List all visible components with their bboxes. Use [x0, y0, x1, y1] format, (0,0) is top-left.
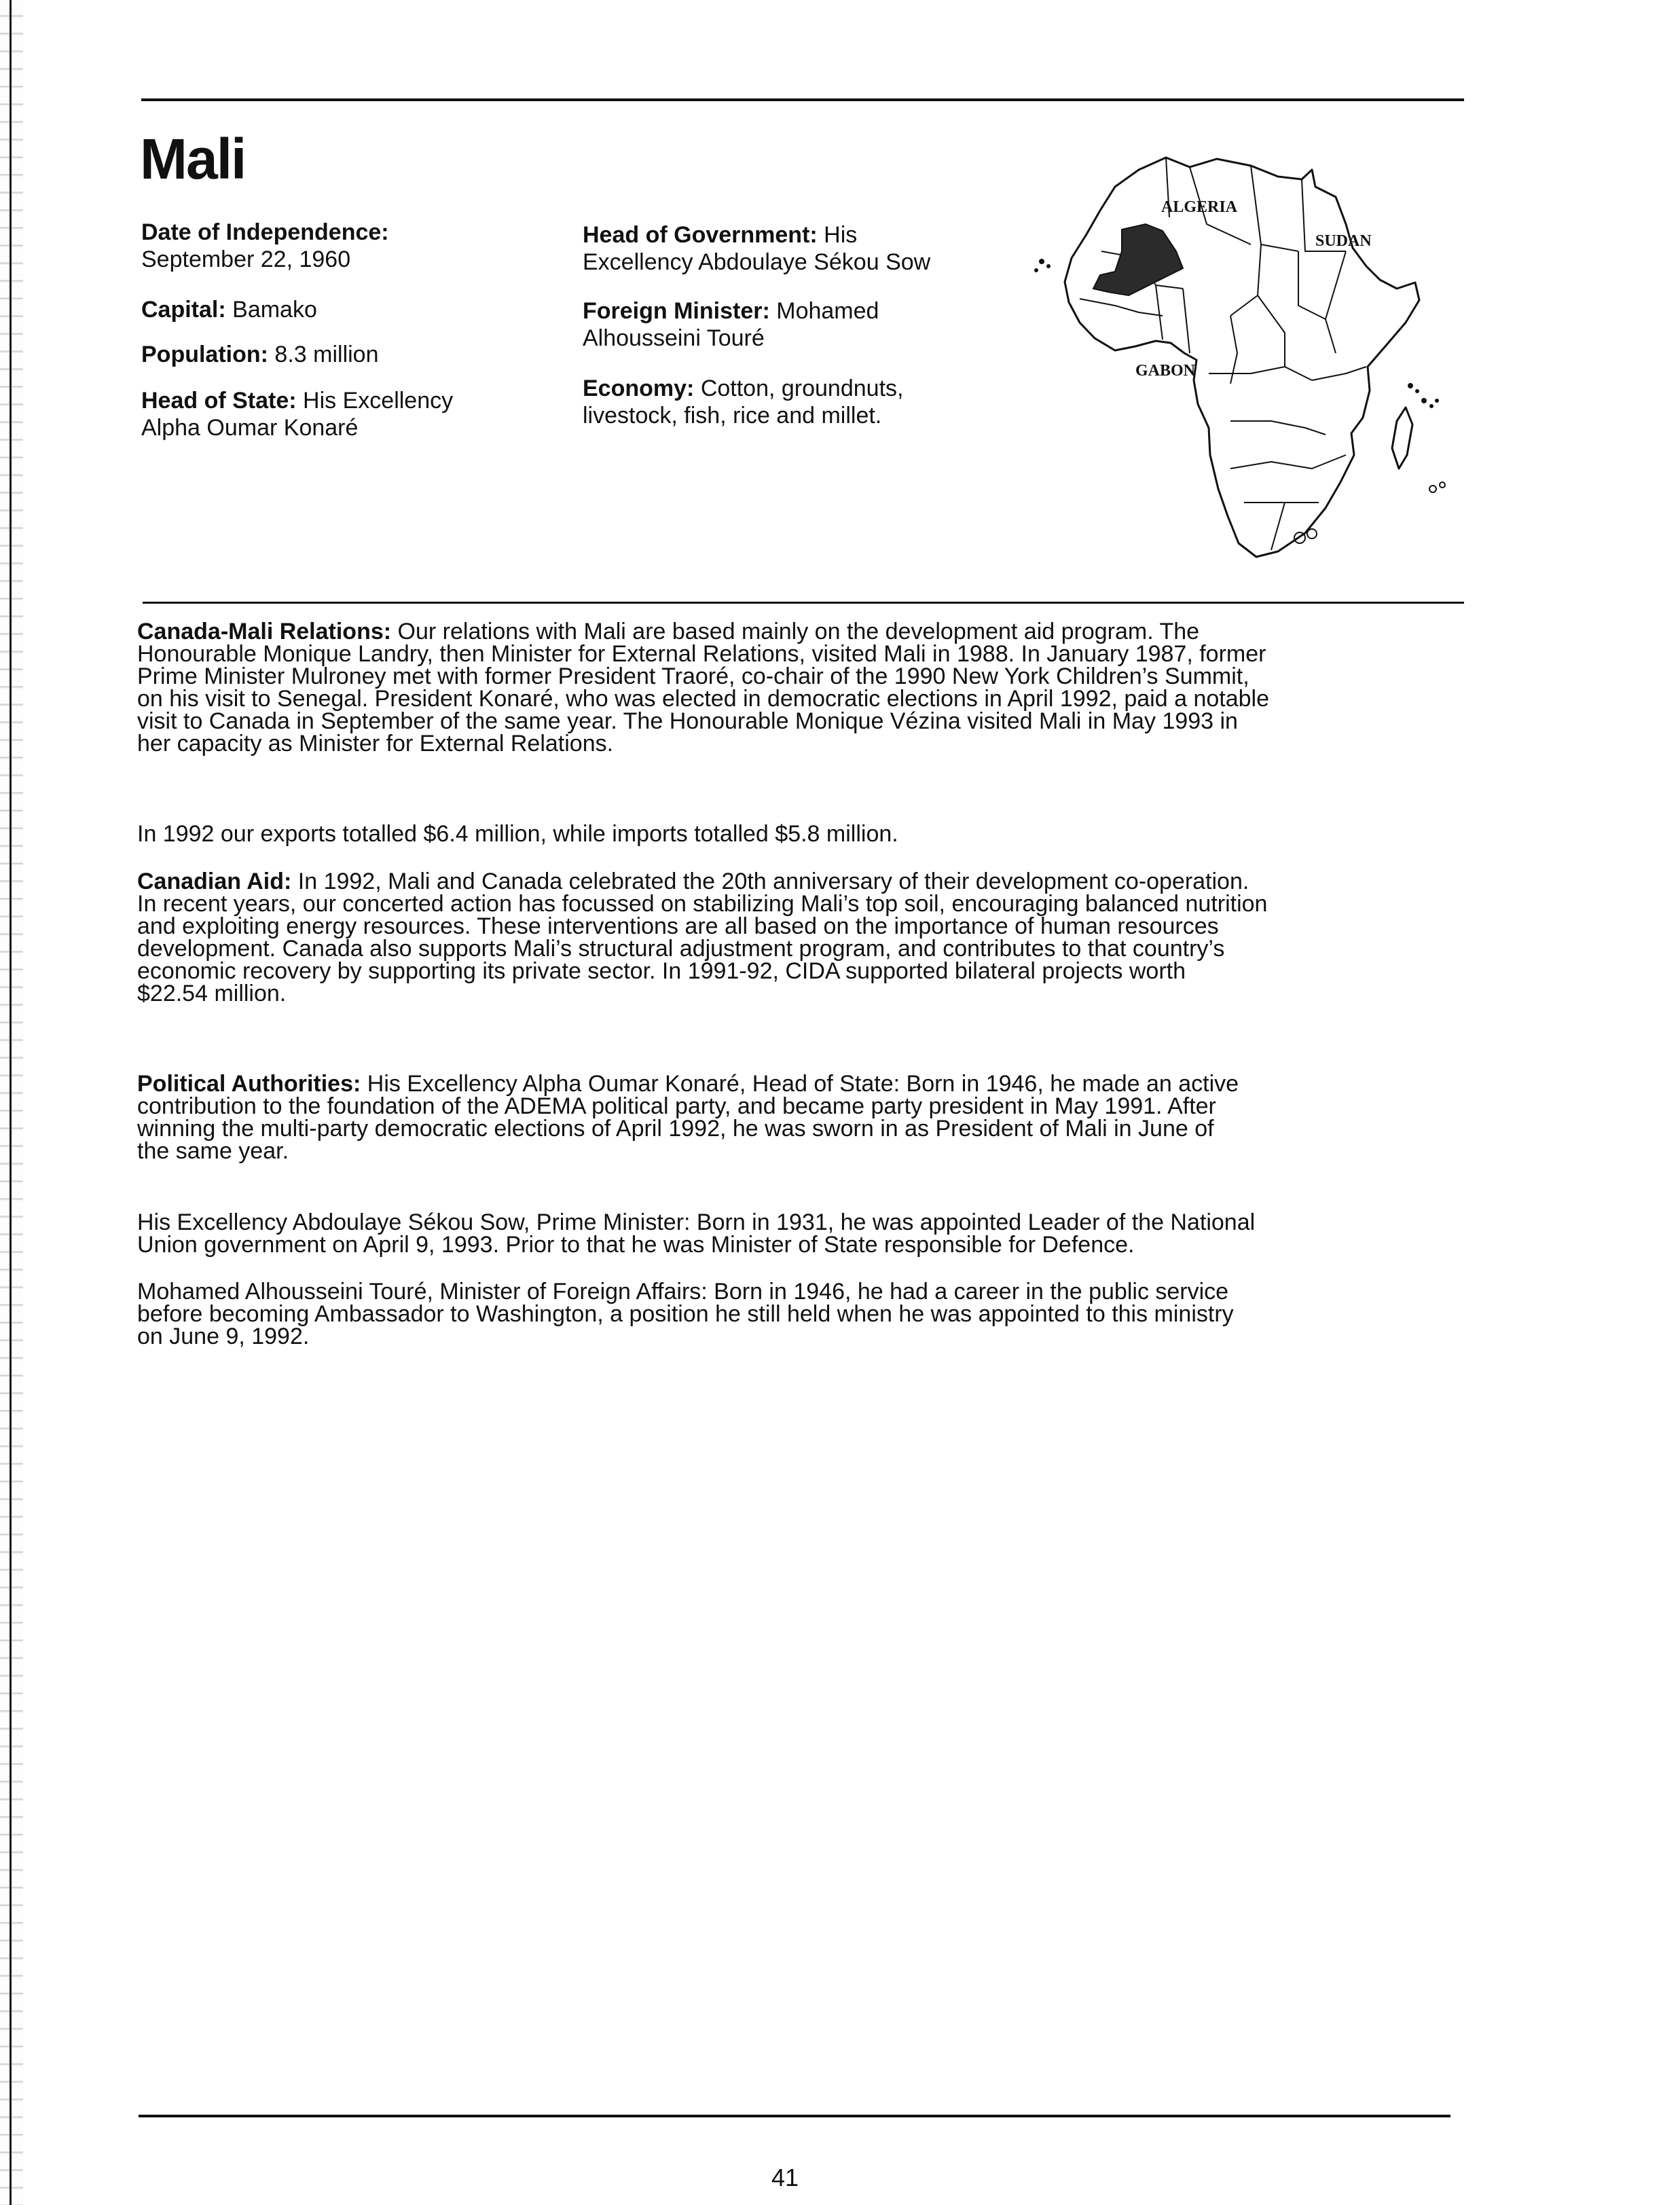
- islands: [1034, 259, 1439, 408]
- fm-line-3: on June 9, 1992.: [137, 1324, 310, 1349]
- fact-economy: [583, 375, 903, 429]
- foreign-minister-label: Foreign Minister:: [583, 298, 770, 324]
- head-of-government-label: Head of Government:: [583, 222, 818, 248]
- aid-line-4: development. Canada also supports Mali’s structural adjustment program, and contributes to that country’s: [137, 936, 1225, 962]
- page-number: 41: [771, 2164, 799, 2191]
- relations-line-1: Our relations with Mali are based mainly on the development aid program. The: [397, 619, 1200, 644]
- border-lines: [1080, 158, 1366, 550]
- aid-line-1: In 1992, Mali and Canada celebrated the 20th anniversary of their development co-operation.: [297, 869, 1249, 894]
- population-value: 8.3 million: [274, 342, 379, 367]
- pm-line-2: Union government on April 9, 1993. Prior to that he was Minister of State responsible for Defence.: [137, 1232, 1135, 1258]
- political-line-1: His Excellency Alpha Oumar Konaré, Head of State: Born in 1946, he made an active: [367, 1071, 1239, 1097]
- label-gabon: GABON: [1135, 362, 1196, 380]
- head-of-state-value-1: His Excellency: [303, 388, 454, 414]
- independence-label: Date of Independence:: [141, 219, 389, 245]
- economy-label: Economy:: [583, 376, 695, 401]
- political-line-2: contribution to the foundation of the ADEMA political party, and became party president in May 1991. After: [137, 1093, 1216, 1119]
- aid-line-2: In recent years, our concerted action has focussed on stabilizing Mali’s top soil, encouraging balanced nutrition: [137, 891, 1268, 917]
- population-label: Population:: [141, 342, 268, 367]
- fm-line-2: before becoming Ambassador to Washington, a position he still held when he was appointed to this ministry: [137, 1301, 1234, 1327]
- aid-line-3: and exploiting energy resources. These interventions are all based on the importance of human resources: [137, 913, 1219, 939]
- fact-capital: [141, 296, 317, 323]
- page-title: Mali: [140, 127, 246, 191]
- mali-highlight: [1093, 224, 1183, 295]
- binding-line: [10, 0, 12, 2205]
- capital-value: Bamako: [232, 297, 317, 323]
- relations-line-2: Honourable Monique Landry, then Minister for External Relations, visited Mali in 1988. In January 1987, former: [137, 641, 1266, 667]
- footer-rule: [139, 2115, 1450, 2117]
- top-rule: [141, 98, 1464, 101]
- section-rule: [143, 602, 1464, 604]
- africa-outline: [1065, 158, 1419, 557]
- binding-edge: [0, 0, 23, 2205]
- paragraph-political-authorities: [137, 1073, 1448, 1163]
- aid-label: Canadian Aid:: [137, 869, 292, 894]
- foreign-minister-value-1: Mohamed: [776, 298, 879, 324]
- political-label: Political Authorities:: [137, 1071, 361, 1097]
- relations-line-5: visit to Canada in September of the same year. The Honourable Monique Vézina visited Mali in May 1993 in: [137, 708, 1238, 734]
- paragraph-canada-mali-relations: [137, 621, 1448, 755]
- fact-head-of-government: [583, 221, 930, 276]
- trade-text: In 1992 our exports totalled $6.4 million, while imports totalled $5.8 million.: [137, 821, 898, 847]
- capital-label: Capital:: [141, 297, 226, 323]
- relations-line-3: Prime Minister Mulroney met with former President Traoré, co-chair of the 1990 New York Children’s Summit,: [137, 663, 1249, 689]
- head-of-state-label: Head of State:: [141, 388, 297, 414]
- label-sudan: SUDAN: [1315, 232, 1372, 250]
- fact-head-of-state: [141, 387, 453, 441]
- head-of-government-value-2: Excellency Abdoulaye Sékou Sow: [583, 249, 931, 275]
- paragraph-canadian-aid: [137, 871, 1448, 1005]
- paragraph-prime-minister: [137, 1211, 1448, 1256]
- label-algeria: ALGERIA: [1161, 198, 1238, 216]
- political-line-4: the same year.: [137, 1138, 289, 1164]
- independence-value: September 22, 1960: [141, 247, 351, 272]
- economy-value-1: Cotton, groundnuts,: [700, 376, 904, 401]
- paragraph-foreign-minister: [137, 1281, 1448, 1348]
- fact-foreign-minister: [583, 297, 879, 352]
- fm-line-1: Mohamed Alhousseini Touré, Minister of Foreign Affairs: Born in 1946, he had a career in the public service: [137, 1279, 1229, 1305]
- aid-line-5: economic recovery by supporting its private sector. In 1991-92, CIDA supported bilateral projects worth: [137, 958, 1186, 984]
- economy-value-2: livestock, fish, rice and millet.: [583, 403, 882, 429]
- head-of-state-value-2: Alpha Oumar Konaré: [141, 415, 359, 441]
- relations-line-6: her capacity as Minister for External Relations.: [137, 731, 614, 757]
- foreign-minister-value-2: Alhousseini Touré: [583, 325, 765, 351]
- africa-map: [1027, 149, 1455, 584]
- fact-independence: [141, 219, 389, 273]
- political-line-3: winning the multi-party democratic elections of April 1992, he was sworn in as President of Mali in June of: [137, 1116, 1214, 1142]
- relations-line-4: on his visit to Senegal. President Konaré, who was elected in democratic elections in April 1992, paid a notable: [137, 686, 1269, 712]
- paragraph-trade: [137, 823, 1448, 845]
- aid-line-6: $22.54 million.: [137, 981, 287, 1006]
- fact-population: [141, 341, 379, 368]
- relations-label: Canada-Mali Relations:: [137, 619, 392, 644]
- head-of-government-value-1: His: [824, 222, 858, 248]
- madagascar-outline: [1392, 407, 1412, 469]
- pm-line-1: His Excellency Abdoulaye Sékou Sow, Prime Minister: Born in 1931, he was appointed Leader of the National: [137, 1209, 1256, 1235]
